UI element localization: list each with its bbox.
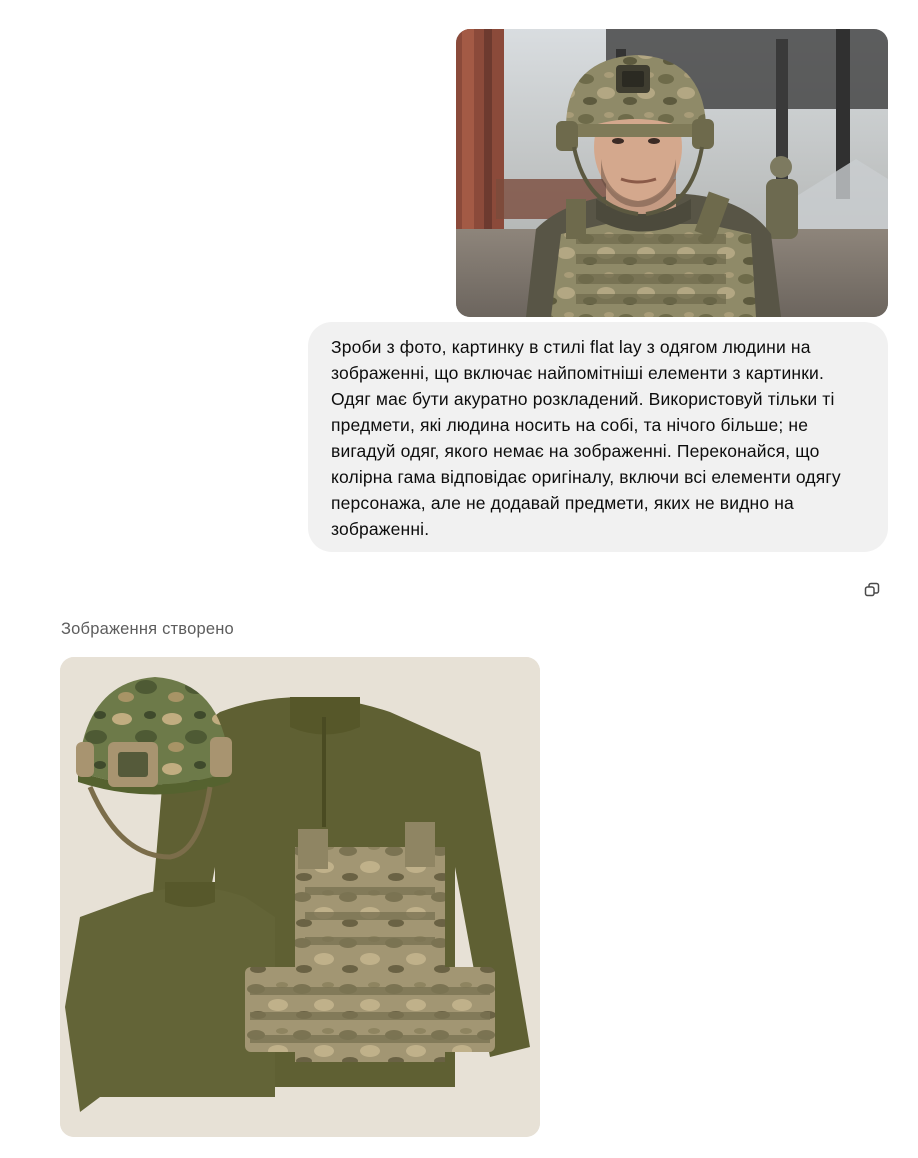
image-created-status: Зображення створено [61,620,234,638]
person-photo-illustration [456,29,888,317]
copy-message-button[interactable] [862,580,882,600]
user-message-bubble [308,322,888,552]
flat-lay-illustration [60,657,540,1137]
generated-image[interactable] [60,657,540,1137]
user-uploaded-photo[interactable] [456,29,888,317]
copy-icon [864,582,880,598]
user-message-text: Зроби з фото, картинку в стилі flat lay з одягом людини на зображенні, що включає найпомітніші елементи з картинки. Одяг має бути акуратно розкладений. Використовуй тільки ті предмети, які людина носить на собі, та нічого більше; не вигадуй одяг, якого немає на зображенні. Переконайся, що колірна гама відповідає оригіналу, включи всі елементи одягу персонажа, але не додавай предмети, яких не видно на зображенні. [331,337,841,539]
